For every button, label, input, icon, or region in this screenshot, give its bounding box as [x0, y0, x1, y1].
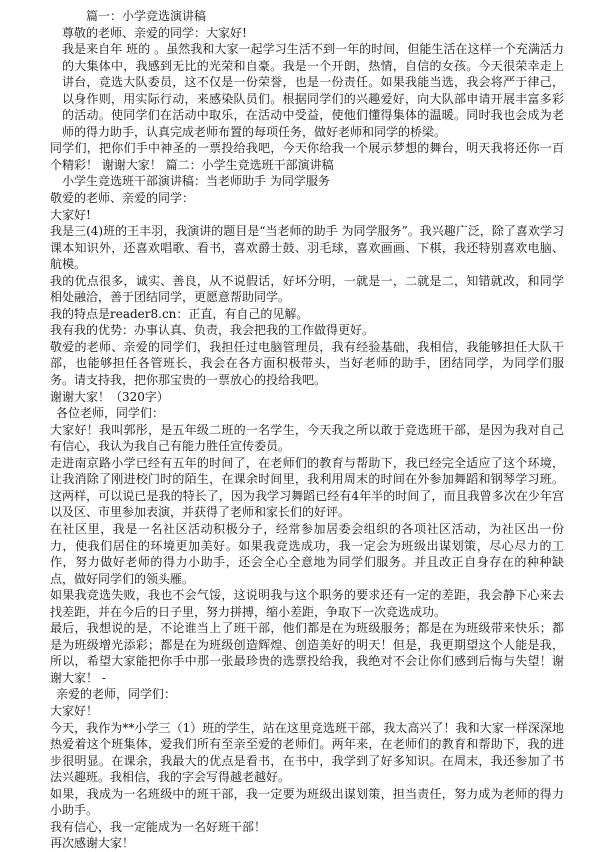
paragraph: 最后，我想说的是，不论谁当上了班干部，他们都是在为班级服务；都是在为班级带来快乐；都是为班级增光添彩；都是在为班级创造辉煌、创造美好的明天！但是，我更期望这个人能是我，所以，希望大家能把你手中那一张最珍贵的选票投给我，我绝对不会让你们感到后悔与失望！谢谢大家！ - [50, 621, 564, 685]
paragraph: 各位老师，同学们： [56, 406, 165, 421]
paragraph: 再次感谢大家！ [50, 836, 135, 851]
paragraph: 在社区里，我是一名社区活动积极分子，经常参加居委会组织的各项社区活动，为社区出一份力，使我们居住的环境更加美好。如果我竞选成功，我一定会为班级出谋划策，尽心尽力的工作，努力做好老师的得力小助手，还会全心全意地为同学们服务。并且改正自身存在的种种缺点，做好同学们的领头雁。 [50, 521, 564, 586]
paragraph: 如果我竞选失败，我也不会气馁，这说明我与这个职务的要求还有一定的差距，我会静下心来去找差距，并在今后的日子里，努力拼搏，缩小差距，争取下一次竞选成功。 [50, 588, 564, 619]
paragraph: 走进南京路小学已经有五年的时间了，在老师们的教育与帮助下，我已经完全适应了这个环境，让我消除了刚进校门时的陌生，在课余时间里，我利用周末的时间在外参加舞蹈和钢琴学习班。这两样，可以说已是我的特长了，因为我学习舞蹈已经有4年半的时间了，而且我曾多次在少年宫以及区、市里参加表演，并获得了老师和家长们的好评。 [50, 455, 564, 520]
paragraph: 我是来自年 班的 。虽然我和大家一起学习生活不到一年的时间，但能生活在这样一个充满活力的大集体中，我感到无比的光荣和自豪。我是一个开朗，热情，自信的女孩。今天很荣幸走上讲台，竞选大队委员，这不仅是一份荣誉，也是一份责任。如果我能当选，我会将严于律己，以身作则，用实际行动，来感染队员们。根据同学们的兴趣爱好，向大队部申请开展丰富多彩的活动。使同学们在活动中取乐，在活动中受益，使他们懂得集体的温暖。同时我也会成为老师的得力助手，认真完成老师布置的每项任务，做好老师和同学的桥梁。 [62, 42, 564, 139]
paragraph: 我的优点很多，诚实、善良，从不说假话，好坏分明，一就是一，二就是二，知错就改，和同学相处融洽，善于团结同学，更愿意帮助同学。 [50, 273, 564, 305]
paragraph: 谢谢大家！（320字） [50, 389, 169, 404]
paragraph: 尊敬的老师、亲爱的同学：大家好! [62, 25, 247, 40]
paragraph: 大家好！ [50, 703, 99, 718]
paragraph: 如果，我成为一名班级中的班干部，我一定要为班级出谋划策，担当责任，努力成为老师的得力小助手。 [50, 786, 564, 818]
paragraph: 我是三(4)班的王丰羽，我演讲的题目是“当老师的助手 为同学服务”。我兴趣广泛，除了喜欢学习课本知识外，还喜欢唱歌、看书，喜欢爵士鼓、羽毛球，喜欢画画、下棋，我还特别喜欢电脑、航模。 [50, 224, 564, 272]
paragraph: 同学们，把你们手中神圣的一票投给我吧，今天你给我一个展示梦想的舞台，明天我将还你一百个精彩！ 谢谢大家！ 篇二：小学生竞选班干部演讲稿 [50, 141, 564, 172]
paragraph: 小学生竞选班干部演讲稿：当老师助手 为同学服务 [62, 174, 330, 189]
paragraph: 大家好！我叫郭彤，是五年级二班的一名学生，今天我之所以敢于竞选班干部，是因为我对自己有信心，我认为我自己有能力胜任宣传委员。 [50, 422, 564, 454]
paragraph: 今天，我作为**小学三（1）班的学生，站在这里竞选班干部，我太高兴了！我和大家一样深深地热爱着这个班集体，爱我们所有至亲至爱的老师们。两年来，在老师们的教育和帮助下，我的进步很明显。在课余，我最大的优点是看书，在书中，我学到了好多知识。在周末，我还参加了书法兴趣班。我相信，我的字会写得越老越好。 [50, 720, 564, 785]
paragraph: 大家好! [50, 207, 91, 222]
paragraph: 篇一：小学竞选演讲稿 [86, 9, 207, 23]
paragraph: 我的特点是reader8.cn：正直，有自己的见解。 [50, 306, 309, 321]
paragraph: 敬爱的老师、亲爱的同学们，我担任过电脑管理员，我有经验基础，我相信，我能够担任大队干部，也能够担任各管班长，我会在各方面积极带头，当好老师的助手，团结同学，为同学们服务。请支持我，把你那宝贵的一票放心的投给我吧。 [50, 339, 564, 388]
paragraph: 我有我的优势：办事认真、负责，我会把我的工作做得更好。 [50, 323, 375, 338]
paragraph: 敬爱的老师、亲爱的同学： [50, 191, 195, 206]
paragraph: 我有信心，我一定能成为一名好班干部！ [50, 819, 267, 834]
paragraph: 亲爱的老师，同学们： [56, 687, 177, 702]
